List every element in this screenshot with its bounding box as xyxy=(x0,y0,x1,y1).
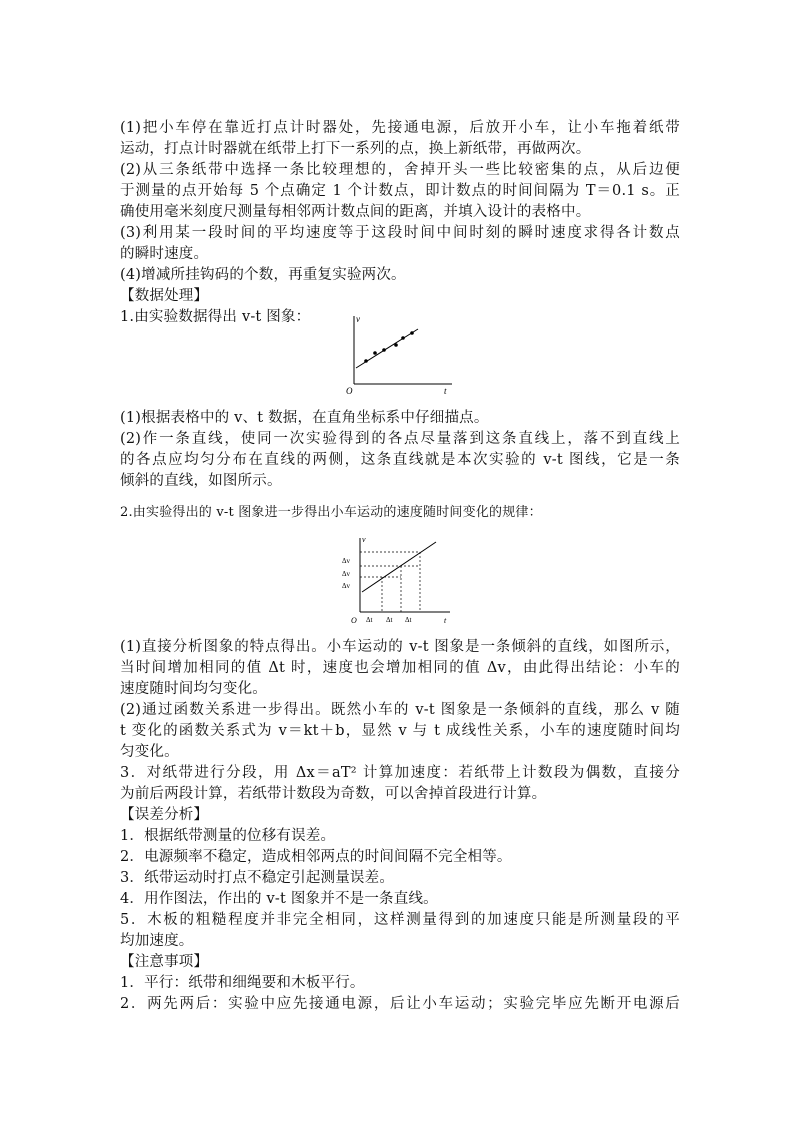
data-point xyxy=(410,331,414,335)
data-processing-heading: 【数据处理】 xyxy=(120,288,209,304)
dp-1-2-line-2: 的各点应均匀分布在直线的两侧，这条直线就是本次实验的 v-t 图线，它是一条 xyxy=(120,452,680,468)
error-3: 3．纸带运动时打点不稳定引起测量误差。 xyxy=(120,870,395,886)
vt-line xyxy=(362,542,436,592)
v-axis-label: v xyxy=(356,314,360,324)
t-axis-label: t xyxy=(444,386,447,396)
step-2-line-1: (2)从三条纸带中选择一条比较理想的，舍掉开头一些比较密集的点，从后边便 xyxy=(120,162,680,178)
dp-2-1-line-1: (1)直接分析图象的特点得出。小车运动的 v-t 图象是一条倾斜的直线，如图所示， xyxy=(120,639,680,655)
vt-graph-intro: 1.由实验数据得出 v-t 图象： xyxy=(120,309,311,325)
error-analysis-heading: 【误差分析】 xyxy=(120,807,209,823)
delta-t-label: Δt xyxy=(386,616,393,624)
data-point xyxy=(364,359,368,363)
error-5-line-1: 5．木板的粗糙程度并非完全相同，这样测量得到的加速度只能是所测量段的平 xyxy=(120,912,680,928)
v-axis-label: v xyxy=(362,535,366,544)
origin-label: O xyxy=(351,616,357,625)
vt-scatter-figure xyxy=(340,312,460,398)
error-4: 4．用作图法，作出的 v-t 图象并不是一条直线。 xyxy=(120,891,438,907)
data-point xyxy=(373,351,377,355)
dp-1-2-line-1: (2)作一条直线，使同一次实验得到的各点尽量落到这条直线上，落不到直线上 xyxy=(120,431,680,447)
delta-t-label: Δt xyxy=(405,616,412,624)
step-4: (4)增减所挂钩码的个数，再重复实验两次。 xyxy=(120,267,406,283)
dp-2-title: 2.由实验得出的 v-t 图象进一步得出小车运动的速度随时间变化的规律： xyxy=(120,505,542,520)
dp-2-2-line-1: (2)通过函数关系进一步得出。既然小车的 v-t 图象是一条倾斜的直线，那么 v 随 xyxy=(120,702,680,718)
notes-heading: 【注意事项】 xyxy=(120,954,209,970)
t-axis-label: t xyxy=(444,616,447,625)
dp-3-line-1: 3．对纸带进行分段，用 Δx＝aT² 计算加速度：若纸带上计数段为偶数，直接分 xyxy=(120,765,680,781)
data-point xyxy=(394,343,398,347)
note-1: 1．平行：纸带和细绳要和木板平行。 xyxy=(120,975,365,991)
error-5-line-2: 均加速度。 xyxy=(120,933,194,949)
error-1: 1．根据纸带测量的位移有误差。 xyxy=(120,828,336,844)
origin-label: O xyxy=(346,386,353,396)
step-3-line-1: (3)利用某一段时间的平均速度等于这段时间中间时刻的瞬时速度求得各计数点 xyxy=(120,225,680,241)
data-point xyxy=(401,336,405,340)
delta-v-label: Δv xyxy=(342,582,351,590)
dp-2-2-line-3: 匀变化。 xyxy=(120,744,179,760)
guide-lines xyxy=(360,552,420,612)
vt-line-figure xyxy=(338,532,456,628)
dp-2-1-line-3: 速度随时间均匀变化。 xyxy=(120,681,267,697)
error-2: 2．电源频率不稳定，造成相邻两点的时间间隔不完全相等。 xyxy=(120,849,512,865)
delta-v-label: Δv xyxy=(342,570,351,578)
dp-1-2-line-3: 倾斜的直线，如图所示。 xyxy=(120,473,282,489)
dp-2-1-line-2: 当时间增加相同的值 Δt 时，速度也会增加相同的值 Δv，由此得出结论：小车的 xyxy=(120,660,680,676)
dp-2-2-line-2: t 变化的函数关系式为 v＝kt＋b，显然 v 与 t 成线性关系，小车的速度随时间均 xyxy=(120,723,680,739)
note-2: 2．两先两后：实验中应先接通电源，后让小车运动；实验完毕应先断开电源后 xyxy=(120,996,680,1012)
delta-v-label: Δv xyxy=(342,557,351,565)
step-2-line-3: 确使用毫米刻度尺测量每相邻两计数点间的距离，并填入设计的表格中。 xyxy=(120,204,591,220)
dp-3-line-2: 为前后两段计算，若纸带计数段为奇数，可以舍掉首段进行计算。 xyxy=(120,786,547,802)
dp-1-1: (1)根据表格中的 v、t 数据，在直角坐标系中仔细描点。 xyxy=(120,410,489,426)
step-2-line-2: 于测量的点开始每 5 个点确定 1 个计数点，即计数点的时间间隔为 T＝0.1 s。正 xyxy=(120,183,680,199)
delta-t-label: Δt xyxy=(366,616,373,624)
step-1-line-1: (1)把小车停在靠近打点计时器处，先接通电源，后放开小车，让小车拖着纸带 xyxy=(120,120,680,136)
step-3-line-2: 的瞬时速度。 xyxy=(120,246,209,262)
step-1-line-2: 运动，打点计时器就在纸带上打下一系列的点，换上新纸带，再做两次。 xyxy=(120,141,591,157)
data-point xyxy=(382,348,386,352)
